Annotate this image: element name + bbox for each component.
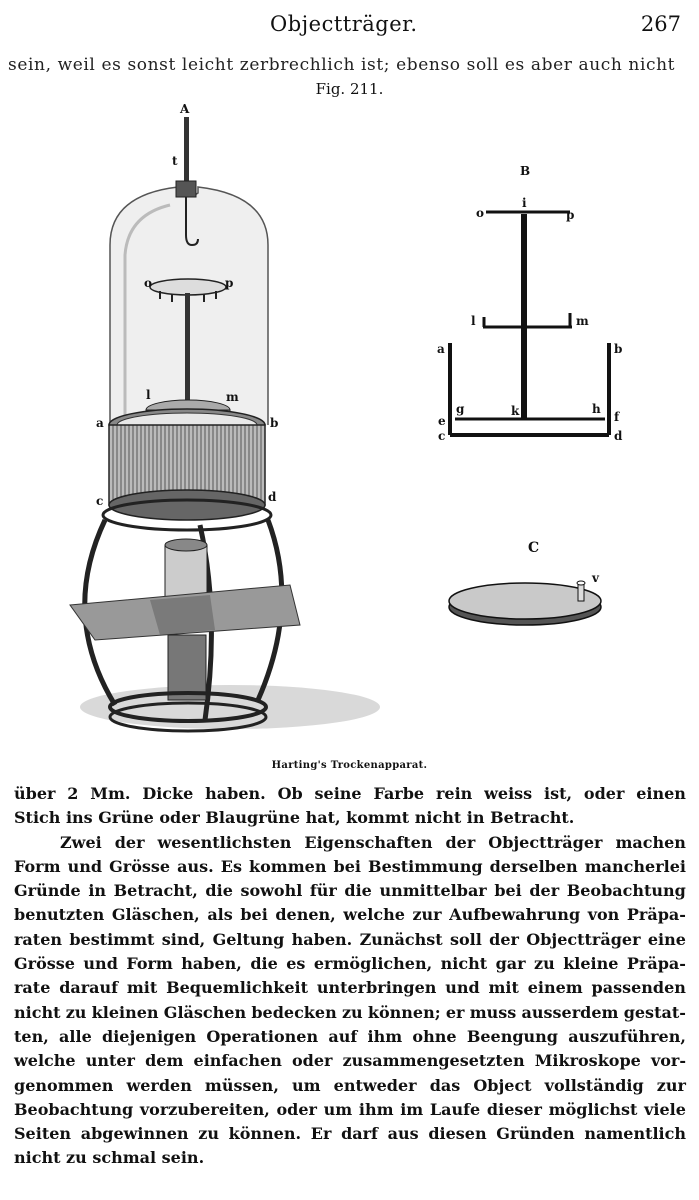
schematic-diagram-B [437, 164, 623, 443]
page-number: 267 [640, 12, 681, 36]
label-h: h [592, 402, 601, 416]
text-line: welche unter dem einfachen oder zusammengesetzten Mikroskope vor- [14, 1051, 686, 1071]
running-head [0, 12, 699, 42]
label-m: m [226, 390, 239, 404]
figure-illustration [0, 95, 699, 760]
label-a: a [96, 416, 104, 430]
figure-label: Fig. 211. [315, 80, 384, 98]
disc-diagram-C [449, 540, 601, 625]
label-l-B: l [471, 314, 476, 328]
text-line: nicht zu kleinen Gläschen bedecken zu können; er muss ausserdem gestat- [14, 1002, 686, 1022]
label-p-B: p [566, 208, 575, 222]
text-line: Form und Grösse aus. Es kommen bei Bestimmung derselben mancherlei [14, 856, 686, 876]
label-e: e [438, 414, 446, 428]
label-o-B: o [476, 206, 485, 220]
text-line: Stich ins Grüne oder Blaugrüne hat, kommt nicht in Betracht. [14, 808, 575, 828]
label-l: l [146, 388, 151, 402]
label-f: f [614, 410, 620, 424]
text-line: Zwei der wesentlichsten Eigenschaften der Objectträger machen [60, 832, 686, 852]
label-C: C [528, 540, 540, 556]
label-v: v [592, 571, 599, 585]
label-c: c [96, 494, 104, 508]
label-i: i [522, 196, 527, 210]
text-line: raten bestimmt sind, Geltung haben. Zunächst soll der Objectträger eine [14, 929, 686, 949]
label-b-B: b [614, 342, 623, 356]
label-p: p [225, 276, 234, 290]
text-line: Grösse und Form haben, die es ermöglichen, nicht gar zu kleine Präpa- [14, 954, 686, 974]
text-line: Gründe in Betracht, die sowohl für die unmittelbar bei der Beobachtung [14, 881, 686, 901]
text-line: Seiten abgewinnen zu können. Er darf aus diesen Gründen namentlich [14, 1124, 686, 1144]
running-title: Objectträger. [270, 12, 418, 36]
text-line: rate darauf mit Bequemlichkeit unterbringen und mit einem passenden [14, 978, 686, 998]
text-line: genommen werden müssen, um entweder das Object vollständig zur [14, 1075, 686, 1095]
label-B: B [520, 164, 531, 178]
text-line: benutzten Gläschen, als bei denen, welche zur Aufbewahrung von Präpa- [14, 905, 686, 925]
figure-caption: Harting's Trockenapparat. [271, 760, 428, 771]
drying-apparatus-illustration [70, 102, 380, 731]
label-g: g [456, 402, 465, 416]
text-line: nicht zu schmal sein. [14, 1148, 205, 1168]
label-d: d [268, 490, 277, 504]
label-t: t [172, 154, 178, 168]
continued-text-line: sein, weil es sonst leicht zerbrechlich ist; ebenso soll es aber auch nicht [8, 55, 676, 75]
label-k: k [511, 404, 520, 418]
text-line: ten, alle diejenigen Operationen auf ihm ohne Beengung auszuführen, [14, 1026, 686, 1046]
label-o: o [144, 276, 153, 290]
text-line: über 2 Mm. Dicke haben. Ob seine Farbe rein weiss ist, oder einen [14, 784, 686, 803]
label-b: b [270, 416, 279, 430]
label-m-B: m [576, 314, 589, 328]
body-text [14, 782, 686, 1171]
text-line: Beobachtung vorzubereiten, oder um ihm im Laufe dieser möglichst viele [14, 1099, 686, 1119]
label-A: A [180, 102, 190, 116]
label-d-B: d [614, 429, 623, 443]
label-c-B: c [438, 429, 446, 443]
label-a-B: a [437, 342, 445, 356]
